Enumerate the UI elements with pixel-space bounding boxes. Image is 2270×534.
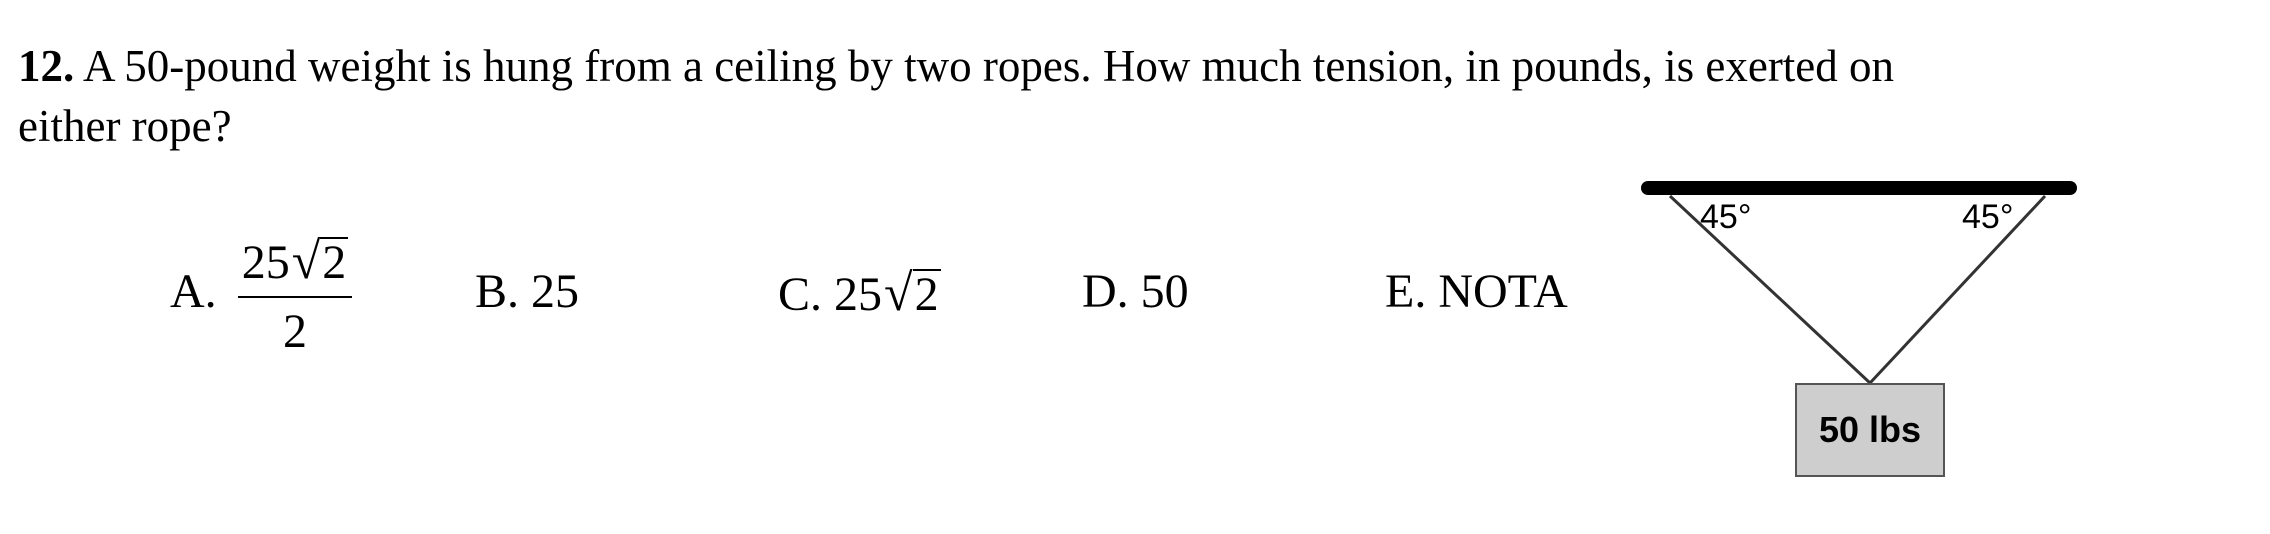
choice-a-fraction [238, 232, 352, 360]
right-angle-label: 45° [1962, 198, 2014, 236]
choice-c-coefficient: 25 [834, 268, 883, 321]
choice-c-radical [882, 265, 941, 322]
right-rope [1870, 196, 2045, 383]
question-body: A 50-pound weight is hung from a ceiling by two ropes. How much tension, in pounds, is exerted on either rope? [18, 41, 1895, 151]
choice-e: E. NOTA [1385, 265, 1568, 318]
fraction-bar [238, 296, 352, 298]
rope-diagram [1640, 170, 2080, 490]
choice-a-letter: A. [170, 265, 217, 318]
choice-a-numerator [238, 232, 352, 292]
choice-a-radicand: 2 [322, 236, 347, 289]
choice-c-letter: C. [778, 268, 823, 321]
question-number: 12. [18, 41, 75, 91]
choice-a-radical [290, 232, 349, 293]
left-angle-label: 45° [1700, 198, 1752, 236]
choice-c-radicand: 2 [914, 268, 939, 321]
question-text [18, 36, 1978, 156]
radical-sign-icon: √ [291, 233, 321, 290]
weight-box: 50 lbs [1795, 383, 1945, 477]
choice-c [778, 265, 941, 322]
choice-b: B. 25 [475, 265, 580, 318]
choice-a-coefficient: 25 [241, 236, 290, 289]
choice-a-denominator: 2 [283, 305, 307, 358]
choice-d: D. 50 [1082, 265, 1189, 318]
radical-sign-icon: √ [884, 265, 913, 322]
